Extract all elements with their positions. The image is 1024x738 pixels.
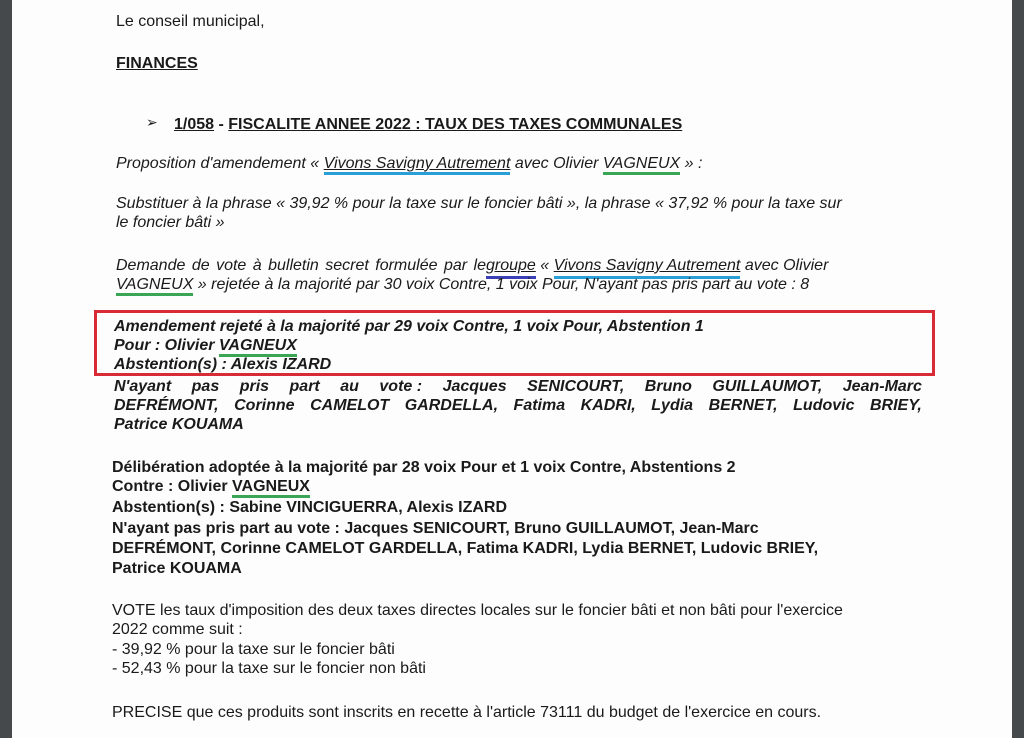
precise-line: PRECISE que ces produits sont inscrits en recette à l'article 73111 du budget de l'exercice en cours. xyxy=(112,704,822,721)
group-name: Vivons Savigny Autrement xyxy=(554,256,741,279)
amendment-nonvoting-line-3: Patrice KOUAMA xyxy=(114,416,244,433)
amendment-abstention-line: Abstention(s) : Alexis IZARD xyxy=(114,356,332,373)
group-name: Vivons Savigny Autrement xyxy=(324,155,511,175)
deliberation-nonvoting-line-1: N'ayant pas pris part au vote : Jacques SENICOURT, Bruno GUILLAUMOT, Jean-Marc xyxy=(112,520,759,537)
vote-rate-1: - 39,92 % pour la taxe sur le foncier bâti xyxy=(112,641,395,658)
deliberation-nonvoting-line-2: DEFRÉMONT, Corinne CAMELOT GARDELLA, Fatima KADRI, Lydia BERNET, Ludovic BRIEY, xyxy=(112,540,819,557)
amendment-nonvoting-line-1: N'ayant pas pris part au vote : Jacques SENICOURT, Bruno GUILLAUMOT, Jean-Marc xyxy=(114,378,922,395)
vote-line-1: VOTE les taux d'imposition des deux taxes directes locales sur le foncier bâti et non bâti pour l'exercice xyxy=(112,602,843,619)
amendment-proposal: Proposition d'amendement « Vivons Savigny Autrement avec Olivier VAGNEUX » : xyxy=(116,154,702,174)
person-name: VAGNEUX xyxy=(603,155,680,175)
viewer-left-border xyxy=(0,0,12,738)
intro-text: Le conseil municipal, xyxy=(116,13,265,30)
secret-vote-line-2: VAGNEUX » rejetée à la majorité par 30 voix Contre, 1 voix Pour, N'ayant pas pris part au vote : 8 xyxy=(116,275,809,295)
amendment-pour-line: Pour : Olivier VAGNEUX xyxy=(114,336,297,356)
item-title: FISCALITE ANNEE 2022 : TAUX DES TAXES COMMUNALES xyxy=(228,116,683,133)
deliberation-result-line: Délibération adoptée à la majorité par 28 voix Pour et 1 voix Contre, Abstentions 2 xyxy=(112,459,736,476)
section-title: FINANCES xyxy=(116,55,198,72)
person-name: VAGNEUX xyxy=(219,337,297,357)
substitution-line-2: le foncier bâti » xyxy=(116,214,225,231)
vote-line-2: 2022 comme suit : xyxy=(112,621,243,638)
viewer-right-border xyxy=(1012,0,1024,738)
bullet-arrow-icon: ➢ xyxy=(146,114,158,130)
secret-vote-line-1: Demande de vote à bulletin secret formulée par le groupe « Vivons Savigny Autrement avec Olivier xyxy=(116,256,924,279)
groupe-word: groupe xyxy=(486,256,536,279)
deliberation-nonvoting-line-3: Patrice KOUAMA xyxy=(112,560,242,577)
item-number: 1/058 xyxy=(174,116,215,133)
item-heading: 1/058 - FISCALITE ANNEE 2022 : TAUX DES TAXES COMMUNALES xyxy=(174,116,683,133)
deliberation-abstention-line: Abstention(s) : Sabine VINCIGUERRA, Alexis IZARD xyxy=(112,499,507,516)
vote-rate-2: - 52,43 % pour la taxe sur le foncier non bâti xyxy=(112,660,426,677)
person-name: VAGNEUX xyxy=(116,276,193,296)
amendment-result-line: Amendement rejeté à la majorité par 29 voix Contre, 1 voix Pour, Abstention 1 xyxy=(114,318,704,335)
substitution-line-1: Substituer à la phrase « 39,92 % pour la taxe sur le foncier bâti », la phrase « 37,92 % pour la taxe sur xyxy=(116,195,842,212)
amendment-nonvoting-line-2: DEFRÉMONT, Corinne CAMELOT GARDELLA, Fatima KADRI, Lydia BERNET, Ludovic BRIEY, xyxy=(114,397,922,414)
person-name: VAGNEUX xyxy=(232,478,310,498)
deliberation-contre-line: Contre : Olivier VAGNEUX xyxy=(112,477,310,497)
